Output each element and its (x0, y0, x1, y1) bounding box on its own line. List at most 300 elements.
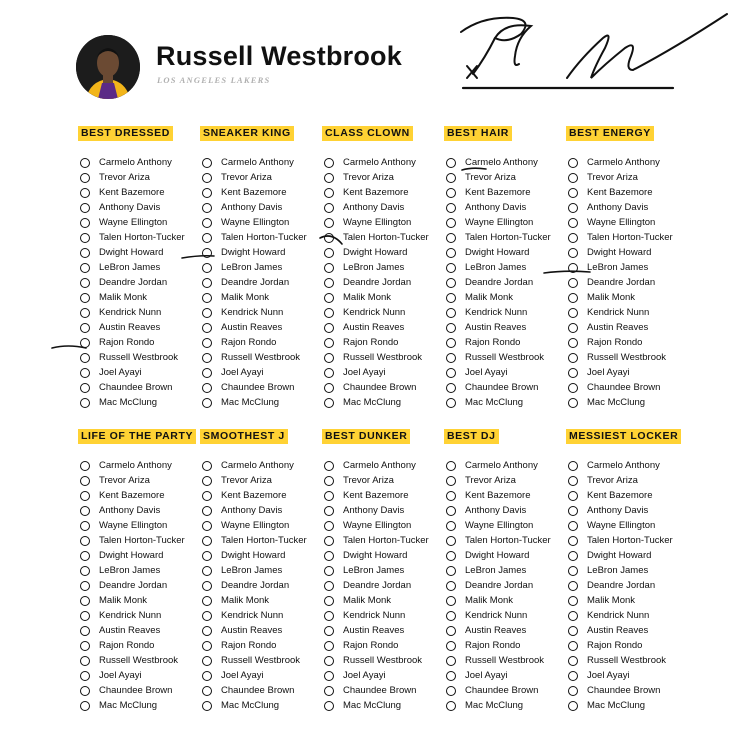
player-option[interactable] (566, 245, 686, 260)
player-option[interactable] (566, 533, 686, 548)
player-option[interactable] (444, 350, 564, 365)
player-option[interactable] (200, 488, 320, 503)
player-option[interactable] (322, 155, 442, 170)
radio-circle-icon[interactable] (80, 656, 90, 666)
player-option[interactable] (78, 395, 198, 410)
player-option[interactable] (78, 668, 198, 683)
player-option[interactable] (78, 215, 198, 230)
radio-circle-icon[interactable] (446, 308, 456, 318)
radio-circle-icon[interactable] (202, 491, 212, 501)
radio-circle-icon[interactable] (324, 461, 334, 471)
radio-circle-icon[interactable] (568, 566, 578, 576)
player-option[interactable] (566, 170, 686, 185)
radio-circle-icon[interactable] (324, 278, 334, 288)
player-option[interactable] (78, 563, 198, 578)
player-option[interactable] (322, 578, 442, 593)
player-option[interactable] (566, 473, 686, 488)
radio-circle-icon[interactable] (446, 701, 456, 711)
radio-circle-icon[interactable] (446, 263, 456, 273)
player-option[interactable] (200, 698, 320, 713)
radio-circle-icon[interactable] (80, 521, 90, 531)
radio-circle-icon[interactable] (446, 293, 456, 303)
player-option[interactable] (78, 698, 198, 713)
player-option[interactable] (78, 653, 198, 668)
player-option[interactable] (200, 170, 320, 185)
player-option[interactable] (322, 335, 442, 350)
player-option[interactable] (322, 503, 442, 518)
player-option[interactable] (322, 488, 442, 503)
player-option[interactable] (444, 683, 564, 698)
player-option[interactable] (78, 593, 198, 608)
radio-circle-icon[interactable] (202, 203, 212, 213)
radio-circle-icon[interactable] (324, 188, 334, 198)
player-option[interactable] (78, 260, 198, 275)
radio-circle-icon[interactable] (324, 491, 334, 501)
radio-circle-icon[interactable] (446, 671, 456, 681)
radio-circle-icon[interactable] (568, 536, 578, 546)
player-option[interactable] (200, 593, 320, 608)
player-option[interactable] (200, 608, 320, 623)
player-option[interactable] (444, 608, 564, 623)
radio-circle-icon[interactable] (80, 278, 90, 288)
radio-circle-icon[interactable] (446, 536, 456, 546)
radio-circle-icon[interactable] (324, 398, 334, 408)
radio-circle-icon[interactable] (80, 506, 90, 516)
radio-circle-icon[interactable] (568, 521, 578, 531)
radio-circle-icon[interactable] (568, 611, 578, 621)
radio-circle-icon[interactable] (324, 293, 334, 303)
player-option[interactable] (78, 488, 198, 503)
player-option[interactable] (444, 533, 564, 548)
player-option[interactable] (566, 488, 686, 503)
radio-circle-icon[interactable] (568, 476, 578, 486)
radio-circle-icon[interactable] (202, 611, 212, 621)
player-option[interactable] (200, 473, 320, 488)
radio-circle-icon[interactable] (80, 476, 90, 486)
radio-circle-icon[interactable] (324, 263, 334, 273)
player-option[interactable] (322, 290, 442, 305)
player-option[interactable] (200, 623, 320, 638)
player-option[interactable] (78, 503, 198, 518)
player-option[interactable] (566, 578, 686, 593)
player-option[interactable] (78, 290, 198, 305)
radio-circle-icon[interactable] (568, 308, 578, 318)
radio-circle-icon[interactable] (446, 203, 456, 213)
radio-circle-icon[interactable] (80, 566, 90, 576)
player-option[interactable] (444, 155, 564, 170)
player-option[interactable] (566, 503, 686, 518)
radio-circle-icon[interactable] (446, 491, 456, 501)
player-option[interactable] (322, 350, 442, 365)
radio-circle-icon[interactable] (80, 596, 90, 606)
radio-circle-icon[interactable] (80, 323, 90, 333)
radio-circle-icon[interactable] (80, 173, 90, 183)
radio-circle-icon[interactable] (324, 626, 334, 636)
player-option[interactable] (444, 320, 564, 335)
player-option[interactable] (322, 170, 442, 185)
radio-circle-icon[interactable] (202, 173, 212, 183)
player-option[interactable] (444, 185, 564, 200)
radio-circle-icon[interactable] (324, 506, 334, 516)
player-option[interactable] (200, 215, 320, 230)
radio-circle-icon[interactable] (568, 248, 578, 258)
radio-circle-icon[interactable] (202, 218, 212, 228)
player-option[interactable] (78, 518, 198, 533)
radio-circle-icon[interactable] (568, 218, 578, 228)
radio-circle-icon[interactable] (568, 158, 578, 168)
radio-circle-icon[interactable] (324, 323, 334, 333)
radio-circle-icon[interactable] (80, 338, 90, 348)
radio-circle-icon[interactable] (324, 611, 334, 621)
player-option[interactable] (322, 473, 442, 488)
player-option[interactable] (78, 320, 198, 335)
radio-circle-icon[interactable] (202, 323, 212, 333)
player-option[interactable] (444, 230, 564, 245)
player-option[interactable] (566, 563, 686, 578)
player-option[interactable] (444, 215, 564, 230)
radio-circle-icon[interactable] (324, 476, 334, 486)
radio-circle-icon[interactable] (446, 596, 456, 606)
radio-circle-icon[interactable] (568, 641, 578, 651)
radio-circle-icon[interactable] (446, 641, 456, 651)
radio-circle-icon[interactable] (446, 278, 456, 288)
radio-circle-icon[interactable] (202, 596, 212, 606)
player-option[interactable] (444, 698, 564, 713)
radio-circle-icon[interactable] (324, 353, 334, 363)
radio-circle-icon[interactable] (202, 551, 212, 561)
player-option[interactable] (444, 458, 564, 473)
player-option[interactable] (200, 548, 320, 563)
player-option[interactable] (200, 260, 320, 275)
radio-circle-icon[interactable] (324, 686, 334, 696)
player-option[interactable] (200, 305, 320, 320)
player-option[interactable] (322, 230, 442, 245)
player-option[interactable] (78, 335, 198, 350)
player-option[interactable] (444, 653, 564, 668)
radio-circle-icon[interactable] (324, 581, 334, 591)
radio-circle-icon[interactable] (568, 551, 578, 561)
radio-circle-icon[interactable] (80, 158, 90, 168)
player-option[interactable] (566, 608, 686, 623)
player-option[interactable] (322, 638, 442, 653)
radio-circle-icon[interactable] (324, 248, 334, 258)
radio-circle-icon[interactable] (568, 353, 578, 363)
player-option[interactable] (444, 380, 564, 395)
player-option[interactable] (566, 215, 686, 230)
player-option[interactable] (322, 458, 442, 473)
player-option[interactable] (566, 548, 686, 563)
radio-circle-icon[interactable] (568, 368, 578, 378)
player-option[interactable] (566, 155, 686, 170)
player-option[interactable] (78, 578, 198, 593)
radio-circle-icon[interactable] (324, 656, 334, 666)
player-option[interactable] (566, 458, 686, 473)
player-option[interactable] (322, 563, 442, 578)
radio-circle-icon[interactable] (80, 353, 90, 363)
radio-circle-icon[interactable] (324, 218, 334, 228)
player-option[interactable] (322, 365, 442, 380)
player-option[interactable] (566, 290, 686, 305)
player-option[interactable] (78, 380, 198, 395)
radio-circle-icon[interactable] (568, 203, 578, 213)
radio-circle-icon[interactable] (324, 536, 334, 546)
player-option[interactable] (566, 350, 686, 365)
player-option[interactable] (200, 320, 320, 335)
radio-circle-icon[interactable] (80, 203, 90, 213)
player-option[interactable] (78, 245, 198, 260)
radio-circle-icon[interactable] (446, 686, 456, 696)
player-option[interactable] (566, 395, 686, 410)
player-option[interactable] (78, 683, 198, 698)
player-option[interactable] (444, 488, 564, 503)
radio-circle-icon[interactable] (568, 656, 578, 666)
player-option[interactable] (566, 518, 686, 533)
player-option[interactable] (200, 230, 320, 245)
player-option[interactable] (322, 518, 442, 533)
player-option[interactable] (566, 593, 686, 608)
player-option[interactable] (78, 608, 198, 623)
radio-circle-icon[interactable] (202, 476, 212, 486)
radio-circle-icon[interactable] (446, 611, 456, 621)
player-option[interactable] (444, 473, 564, 488)
player-option[interactable] (200, 638, 320, 653)
radio-circle-icon[interactable] (446, 218, 456, 228)
radio-circle-icon[interactable] (80, 641, 90, 651)
player-option[interactable] (322, 668, 442, 683)
player-option[interactable] (322, 533, 442, 548)
radio-circle-icon[interactable] (324, 521, 334, 531)
player-option[interactable] (78, 230, 198, 245)
player-option[interactable] (200, 290, 320, 305)
radio-circle-icon[interactable] (202, 671, 212, 681)
player-option[interactable] (78, 623, 198, 638)
radio-circle-icon[interactable] (80, 461, 90, 471)
radio-circle-icon[interactable] (80, 551, 90, 561)
player-option[interactable] (78, 533, 198, 548)
radio-circle-icon[interactable] (80, 536, 90, 546)
player-option[interactable] (78, 365, 198, 380)
player-option[interactable] (200, 683, 320, 698)
radio-circle-icon[interactable] (568, 626, 578, 636)
player-option[interactable] (200, 458, 320, 473)
radio-circle-icon[interactable] (568, 506, 578, 516)
radio-circle-icon[interactable] (568, 671, 578, 681)
radio-circle-icon[interactable] (568, 596, 578, 606)
player-option[interactable] (200, 200, 320, 215)
player-option[interactable] (322, 608, 442, 623)
radio-circle-icon[interactable] (202, 293, 212, 303)
radio-circle-icon[interactable] (202, 368, 212, 378)
player-option[interactable] (322, 395, 442, 410)
radio-circle-icon[interactable] (202, 641, 212, 651)
player-option[interactable] (322, 548, 442, 563)
radio-circle-icon[interactable] (324, 671, 334, 681)
radio-circle-icon[interactable] (80, 671, 90, 681)
radio-circle-icon[interactable] (324, 566, 334, 576)
radio-circle-icon[interactable] (80, 218, 90, 228)
radio-circle-icon[interactable] (80, 233, 90, 243)
player-option[interactable] (444, 668, 564, 683)
player-option[interactable] (444, 260, 564, 275)
radio-circle-icon[interactable] (568, 278, 578, 288)
player-option[interactable] (566, 698, 686, 713)
radio-circle-icon[interactable] (80, 188, 90, 198)
radio-circle-icon[interactable] (202, 233, 212, 243)
player-option[interactable] (566, 200, 686, 215)
player-option[interactable] (566, 653, 686, 668)
player-option[interactable] (566, 380, 686, 395)
radio-circle-icon[interactable] (446, 353, 456, 363)
radio-circle-icon[interactable] (568, 263, 578, 273)
radio-circle-icon[interactable] (324, 551, 334, 561)
radio-circle-icon[interactable] (80, 263, 90, 273)
player-option[interactable] (200, 518, 320, 533)
radio-circle-icon[interactable] (202, 383, 212, 393)
player-option[interactable] (78, 458, 198, 473)
radio-circle-icon[interactable] (324, 701, 334, 711)
radio-circle-icon[interactable] (568, 398, 578, 408)
radio-circle-icon[interactable] (568, 173, 578, 183)
radio-circle-icon[interactable] (202, 581, 212, 591)
player-option[interactable] (444, 245, 564, 260)
player-option[interactable] (322, 698, 442, 713)
radio-circle-icon[interactable] (446, 233, 456, 243)
player-option[interactable] (444, 638, 564, 653)
player-option[interactable] (566, 335, 686, 350)
player-option[interactable] (444, 170, 564, 185)
player-option[interactable] (322, 275, 442, 290)
radio-circle-icon[interactable] (446, 626, 456, 636)
radio-circle-icon[interactable] (324, 596, 334, 606)
radio-circle-icon[interactable] (446, 551, 456, 561)
radio-circle-icon[interactable] (202, 521, 212, 531)
radio-circle-icon[interactable] (446, 461, 456, 471)
radio-circle-icon[interactable] (202, 506, 212, 516)
radio-circle-icon[interactable] (446, 158, 456, 168)
radio-circle-icon[interactable] (80, 581, 90, 591)
radio-circle-icon[interactable] (446, 383, 456, 393)
radio-circle-icon[interactable] (446, 581, 456, 591)
player-option[interactable] (444, 578, 564, 593)
player-option[interactable] (78, 155, 198, 170)
player-option[interactable] (200, 185, 320, 200)
radio-circle-icon[interactable] (80, 368, 90, 378)
player-option[interactable] (322, 623, 442, 638)
radio-circle-icon[interactable] (568, 293, 578, 303)
radio-circle-icon[interactable] (202, 158, 212, 168)
player-option[interactable] (566, 275, 686, 290)
player-option[interactable] (78, 473, 198, 488)
player-option[interactable] (322, 185, 442, 200)
player-option[interactable] (444, 395, 564, 410)
player-option[interactable] (200, 653, 320, 668)
radio-circle-icon[interactable] (80, 248, 90, 258)
player-option[interactable] (566, 185, 686, 200)
player-option[interactable] (322, 380, 442, 395)
radio-circle-icon[interactable] (80, 686, 90, 696)
radio-circle-icon[interactable] (324, 233, 334, 243)
player-option[interactable] (566, 638, 686, 653)
player-option[interactable] (78, 185, 198, 200)
radio-circle-icon[interactable] (446, 521, 456, 531)
radio-circle-icon[interactable] (202, 536, 212, 546)
player-option[interactable] (78, 305, 198, 320)
radio-circle-icon[interactable] (202, 686, 212, 696)
player-option[interactable] (200, 668, 320, 683)
radio-circle-icon[interactable] (80, 701, 90, 711)
radio-circle-icon[interactable] (446, 566, 456, 576)
player-option[interactable] (78, 548, 198, 563)
player-option[interactable] (78, 200, 198, 215)
player-option[interactable] (322, 683, 442, 698)
radio-circle-icon[interactable] (324, 368, 334, 378)
player-option[interactable] (200, 533, 320, 548)
player-option[interactable] (444, 365, 564, 380)
radio-circle-icon[interactable] (324, 173, 334, 183)
radio-circle-icon[interactable] (202, 188, 212, 198)
player-option[interactable] (566, 623, 686, 638)
radio-circle-icon[interactable] (446, 476, 456, 486)
player-option[interactable] (322, 305, 442, 320)
radio-circle-icon[interactable] (446, 173, 456, 183)
radio-circle-icon[interactable] (568, 686, 578, 696)
radio-circle-icon[interactable] (202, 566, 212, 576)
player-option[interactable] (566, 260, 686, 275)
radio-circle-icon[interactable] (80, 491, 90, 501)
radio-circle-icon[interactable] (80, 293, 90, 303)
radio-circle-icon[interactable] (568, 323, 578, 333)
player-option[interactable] (78, 275, 198, 290)
radio-circle-icon[interactable] (324, 338, 334, 348)
player-option[interactable] (566, 320, 686, 335)
player-option[interactable] (444, 503, 564, 518)
player-option[interactable] (566, 683, 686, 698)
radio-circle-icon[interactable] (568, 461, 578, 471)
radio-circle-icon[interactable] (80, 398, 90, 408)
player-option[interactable] (200, 563, 320, 578)
radio-circle-icon[interactable] (80, 626, 90, 636)
radio-circle-icon[interactable] (568, 701, 578, 711)
player-option[interactable] (200, 350, 320, 365)
player-option[interactable] (200, 335, 320, 350)
radio-circle-icon[interactable] (446, 506, 456, 516)
radio-circle-icon[interactable] (446, 368, 456, 378)
radio-circle-icon[interactable] (324, 383, 334, 393)
player-option[interactable] (444, 518, 564, 533)
radio-circle-icon[interactable] (568, 581, 578, 591)
player-option[interactable] (200, 503, 320, 518)
radio-circle-icon[interactable] (202, 263, 212, 273)
player-option[interactable] (566, 365, 686, 380)
radio-circle-icon[interactable] (202, 248, 212, 258)
player-option[interactable] (566, 668, 686, 683)
player-option[interactable] (322, 215, 442, 230)
radio-circle-icon[interactable] (202, 308, 212, 318)
radio-circle-icon[interactable] (446, 323, 456, 333)
player-option[interactable] (444, 200, 564, 215)
player-option[interactable] (78, 350, 198, 365)
radio-circle-icon[interactable] (446, 398, 456, 408)
player-option[interactable] (200, 365, 320, 380)
radio-circle-icon[interactable] (324, 158, 334, 168)
radio-circle-icon[interactable] (202, 626, 212, 636)
radio-circle-icon[interactable] (80, 611, 90, 621)
radio-circle-icon[interactable] (324, 308, 334, 318)
player-option[interactable] (566, 230, 686, 245)
player-option[interactable] (78, 170, 198, 185)
radio-circle-icon[interactable] (446, 656, 456, 666)
player-option[interactable] (200, 275, 320, 290)
